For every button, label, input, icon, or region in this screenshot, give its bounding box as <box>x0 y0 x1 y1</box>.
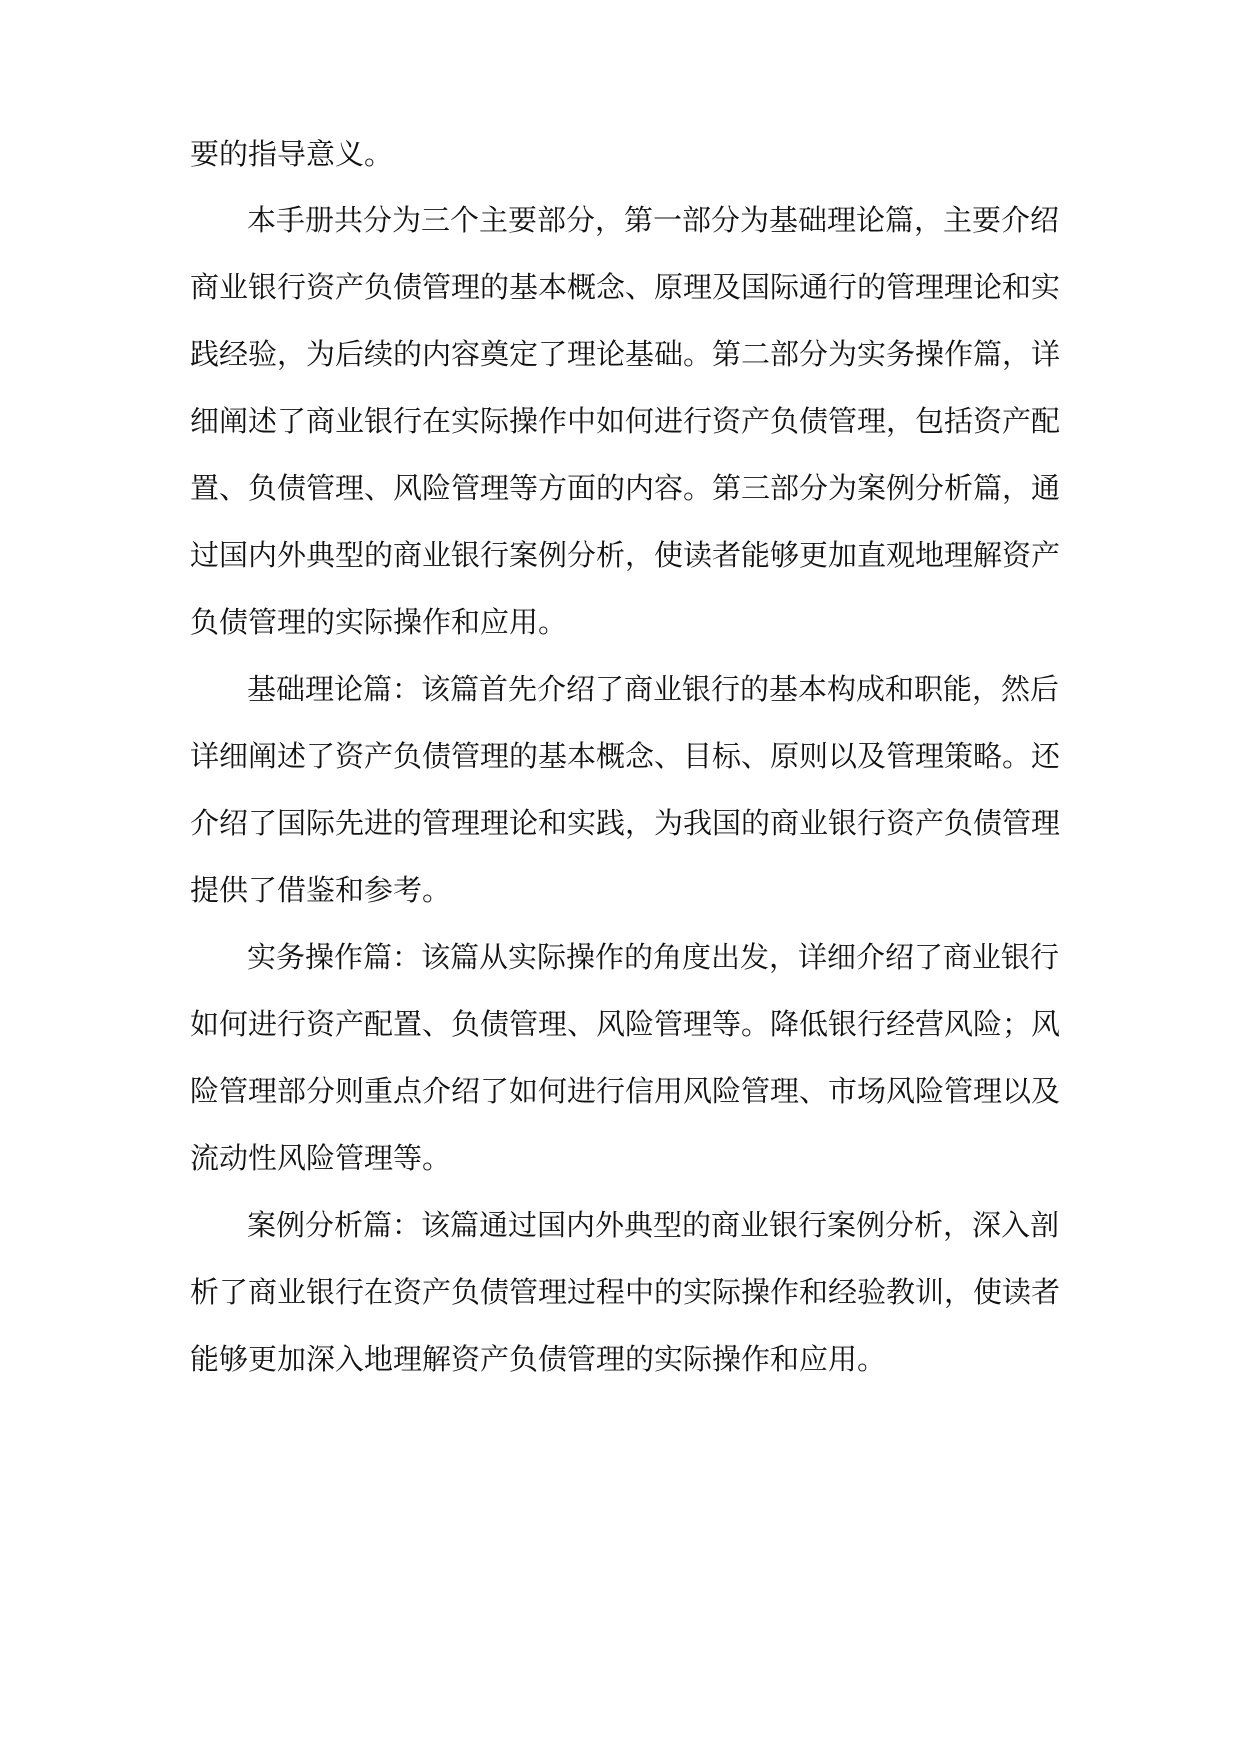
paragraph-line: 基础理论篇：该篇首先介绍了商业银行的基本构成和职能，然后 <box>247 672 1060 706</box>
paragraph-line: 析了商业银行在资产负债管理过程中的实际操作和经验教训，使读者 <box>190 1275 1061 1309</box>
paragraph-line: 细阐述了商业银行在实际操作中如何进行资产负债管理，包括资产配 <box>190 404 1061 438</box>
paragraph-line: 流动性风险管理等。 <box>190 1141 452 1175</box>
paragraph-line: 险管理部分则重点介绍了如何进行信用风险管理、市场风险管理以及 <box>190 1074 1061 1108</box>
paragraph-line: 介绍了国际先进的管理理论和实践，为我国的商业银行资产负债管理 <box>190 806 1061 840</box>
paragraph-line: 过国内外典型的商业银行案例分析，使读者能够更加直观地理解资产 <box>190 538 1061 572</box>
paragraph-line: 实务操作篇：该篇从实际操作的角度出发，详细介绍了商业银行 <box>247 940 1060 974</box>
paragraph-line: 本手册共分为三个主要部分，第一部分为基础理论篇，主要介绍 <box>247 203 1060 237</box>
paragraph-line: 案例分析篇：该篇通过国内外典型的商业银行案例分析，深入剖 <box>247 1208 1060 1242</box>
paragraph-line: 要的指导意义。 <box>190 137 394 171</box>
paragraph-line: 提供了借鉴和参考。 <box>190 873 452 907</box>
paragraph-line: 能够更加深入地理解资产负债管理的实际操作和应用。 <box>190 1342 887 1376</box>
paragraph-line: 负债管理的实际操作和应用。 <box>190 605 568 639</box>
paragraph-line: 如何进行资产配置、负债管理、风险管理等。降低银行经营风险；风 <box>190 1007 1061 1041</box>
paragraph-line: 置、负债管理、风险管理等方面的内容。第三部分为案例分析篇，通 <box>190 471 1061 505</box>
paragraph-line: 商业银行资产负债管理的基本概念、原理及国际通行的管理理论和实 <box>190 270 1061 304</box>
paragraph-line: 践经验，为后续的内容奠定了理论基础。第二部分为实务操作篇，详 <box>190 337 1061 371</box>
paragraph-line: 详细阐述了资产负债管理的基本概念、目标、原则以及管理策略。还 <box>190 739 1061 773</box>
